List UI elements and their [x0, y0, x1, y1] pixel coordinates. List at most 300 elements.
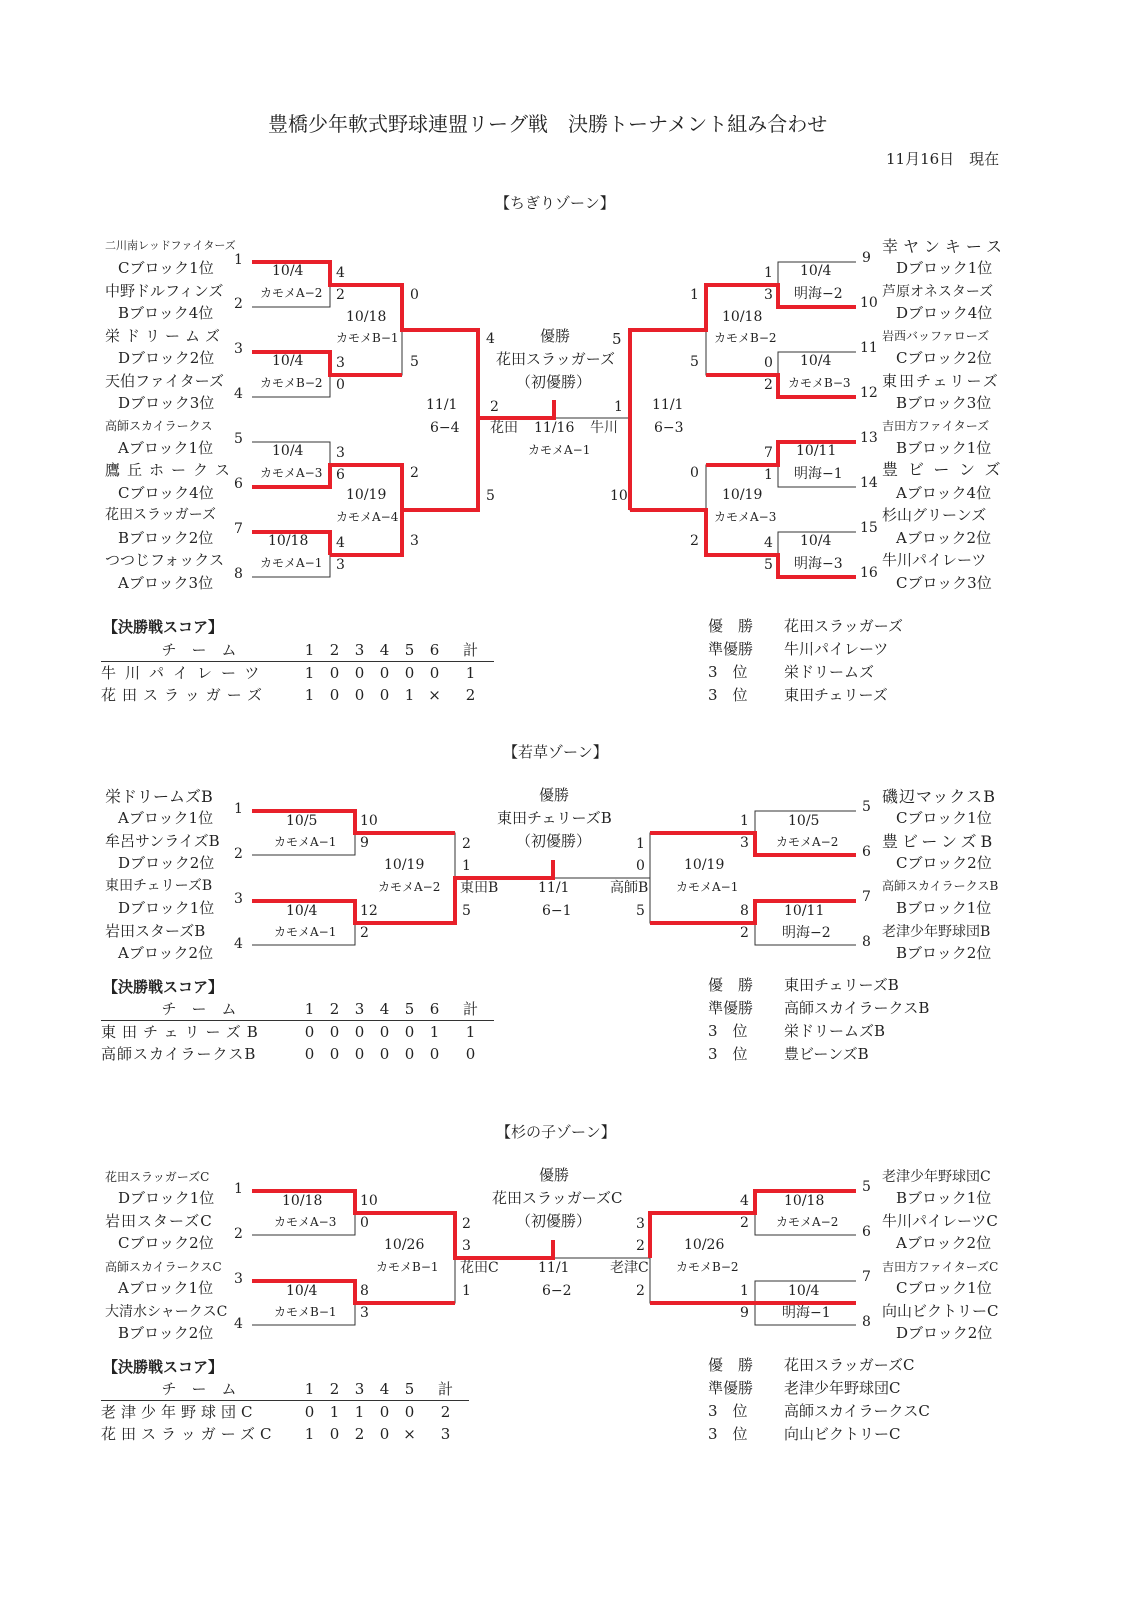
team-name: 東田チェリーズ — [882, 372, 1000, 390]
run-cell: 1 — [354, 1403, 365, 1421]
total-cell: 3 — [440, 1425, 451, 1443]
match-score: 5 — [486, 488, 495, 504]
total-cell: 1 — [465, 1023, 476, 1041]
result-label: 3 位 — [708, 1425, 748, 1443]
seed-number: 11 — [860, 340, 878, 356]
team-rank: Bブロック2位 — [118, 529, 214, 547]
run-cell: 1 — [429, 1023, 440, 1041]
seed-number: 7 — [862, 889, 871, 905]
match-venue: カモメA−1 — [274, 835, 337, 849]
match-score: 2 — [360, 925, 369, 941]
match-score: 1 — [690, 287, 699, 303]
match-score: 0 — [336, 377, 345, 393]
result-team: 栄ドリームズ — [784, 663, 875, 681]
inning-header: 5 — [397, 998, 422, 1021]
run-cell: 0 — [354, 686, 365, 704]
run-cell: 1 — [304, 1425, 315, 1443]
match-score: 1 — [462, 1283, 471, 1299]
team-name: 天伯ファイターズ — [105, 372, 224, 390]
team-rank: Cブロック4位 — [118, 484, 214, 502]
match-venue: カモメB−2 — [714, 331, 777, 345]
result-team: 牛川パイレーツ — [784, 640, 889, 658]
team-name: 老津少年野球団B — [882, 924, 991, 940]
team-rank: Aブロック3位 — [118, 574, 214, 592]
zone-heading: 【若草ゾーン】 — [503, 743, 608, 761]
team-name: 磯辺マックスB — [882, 787, 996, 806]
team-rank: Aブロック1位 — [118, 809, 214, 827]
final-score: 2 — [490, 399, 499, 415]
inning-header: 5 — [397, 639, 422, 662]
team-name: 芦原オネスターズ — [882, 284, 994, 300]
match-score: 10 — [360, 813, 378, 829]
seed-number: 6 — [862, 844, 871, 860]
seed-number: 2 — [234, 296, 243, 312]
seed-number: 8 — [234, 566, 243, 582]
seed-number: 7 — [862, 1269, 871, 1285]
seed-number: 3 — [234, 891, 243, 907]
match-date: 10/18 — [346, 309, 387, 325]
team-rank: Dブロック1位 — [118, 899, 215, 917]
run-cell: 0 — [379, 1045, 390, 1063]
table-row — [101, 1401, 469, 1424]
match-venue: カモメB−1 — [274, 1305, 337, 1319]
inning-header: 4 — [372, 1378, 397, 1401]
final-note: （初優勝） — [516, 373, 592, 391]
match-date: 10/4 — [800, 263, 832, 279]
final-note: （初優勝） — [516, 1212, 592, 1230]
team-name: 吉田方ファイターズC — [882, 1260, 999, 1274]
team-name: 高師スカイラークス — [105, 419, 213, 433]
match-score: 2 — [410, 465, 419, 481]
match-date: 10/18 — [282, 1193, 323, 1209]
run-cell: 0 — [304, 1403, 315, 1421]
final-score: 1 — [614, 399, 623, 415]
table-header-row — [101, 1378, 469, 1401]
run-cell: 0 — [354, 664, 365, 682]
team-rank: Aブロック2位 — [896, 529, 992, 547]
seed-number: 15 — [860, 520, 878, 536]
match-date: 10/26 — [684, 1237, 725, 1253]
match-date: 10/11 — [796, 443, 837, 459]
final-winner: 花田スラッガーズC — [492, 1189, 623, 1207]
match-score: 9 — [740, 1305, 749, 1321]
result-label: 3 位 — [708, 1402, 748, 1420]
result-label: 優 勝 — [708, 617, 754, 635]
run-cell: 0 — [379, 1403, 390, 1421]
match-date: 10/4 — [800, 533, 832, 549]
result-label: 準優勝 — [708, 999, 754, 1017]
score-heading: 【決勝戦スコア】 — [103, 618, 224, 636]
final-label: 優勝 — [539, 1166, 570, 1184]
run-cell: 0 — [354, 1045, 365, 1063]
match-date: 10/26 — [384, 1237, 425, 1253]
match-date: 10/18 — [784, 1193, 825, 1209]
final-score: 2 — [636, 1238, 645, 1254]
final-date: 11/16 — [534, 420, 575, 436]
as-of-date: 11月16日 現在 — [886, 150, 1000, 168]
team-rank: Dブロック1位 — [118, 1189, 215, 1207]
result-label: 3 位 — [708, 663, 748, 681]
inning-header: 4 — [372, 998, 397, 1021]
match-venue: カモメB−2 — [260, 376, 323, 390]
match-score: 2 — [636, 1283, 645, 1299]
result-row — [708, 1377, 930, 1400]
result-team: 花田スラッガーズC — [784, 1356, 915, 1374]
match-score: 7 — [764, 445, 773, 461]
total-header: 計 — [447, 639, 494, 662]
result-team: 東田チェリーズ — [784, 686, 888, 704]
total-cell: 0 — [465, 1045, 476, 1063]
seed-number: 3 — [234, 1271, 243, 1287]
total-header: 計 — [447, 998, 494, 1021]
result-team: 高師スカイラークスC — [784, 1402, 930, 1420]
match-score: 0 — [360, 1215, 369, 1231]
result-team: 東田チェリーズB — [784, 976, 899, 994]
seed-number: 5 — [862, 1179, 871, 1195]
final-team-right: 老津C — [610, 1260, 649, 1276]
match-venue: カモメA−3 — [714, 510, 777, 524]
match-date: 10/4 — [788, 1283, 820, 1299]
final-score: 0 — [636, 858, 645, 874]
team-name: 栄ドリームズB — [105, 787, 213, 806]
run-cell: 1 — [304, 686, 315, 704]
run-cell: 0 — [404, 1045, 415, 1063]
match-score: 1 — [740, 1283, 749, 1299]
inning-header: 2 — [322, 639, 347, 662]
run-cell: 1 — [329, 1403, 340, 1421]
team-column-header: チ ー ム — [101, 639, 297, 662]
match-date: 11/1 — [426, 397, 458, 413]
team-rank: Bブロック1位 — [896, 1189, 992, 1207]
team-rank: Dブロック1位 — [896, 259, 993, 277]
team-rank: Aブロック2位 — [896, 1234, 992, 1252]
team-rank: Dブロック2位 — [118, 854, 215, 872]
team-name: 向山ビクトリーC — [882, 1302, 999, 1320]
match-date: 10/19 — [346, 487, 387, 503]
match-date: 10/18 — [722, 309, 763, 325]
seed-number: 2 — [234, 846, 243, 862]
inning-header: 3 — [347, 998, 372, 1021]
result-label: 3 位 — [708, 1045, 748, 1063]
run-cell: 0 — [329, 686, 340, 704]
match-score: 3 — [360, 1305, 369, 1321]
match-date: 10/18 — [268, 533, 309, 549]
run-cell: 0 — [429, 1045, 440, 1063]
seed-number: 14 — [860, 475, 878, 491]
result-team: 高師スカイラークスB — [784, 999, 930, 1017]
match-venue: カモメA−1 — [260, 556, 323, 570]
match-score: 2 — [764, 377, 773, 393]
match-date: 10/19 — [684, 857, 725, 873]
final-venue: 6−2 — [542, 1283, 572, 1299]
run-cell: 0 — [429, 664, 440, 682]
seed-number: 1 — [234, 252, 243, 268]
match-score: 1 — [764, 467, 773, 483]
match-venue: 明海−1 — [782, 1305, 831, 1321]
seed-number: 12 — [860, 385, 878, 401]
match-date: 10/11 — [784, 903, 825, 919]
run-cell: 0 — [379, 664, 390, 682]
total-cell: 1 — [465, 664, 476, 682]
total-cell: 2 — [465, 686, 476, 704]
run-cell: × — [403, 1425, 416, 1443]
team-cell: 東田チェリーズB — [101, 1023, 264, 1041]
match-score: 0 — [690, 465, 699, 481]
final-team-right: 牛川 — [590, 420, 618, 436]
match-score: 5 — [410, 354, 419, 370]
result-team: 向山ビクトリーC — [784, 1425, 901, 1443]
team-rank: Aブロック4位 — [896, 484, 992, 502]
team-name: 豊ビーンズB — [882, 832, 997, 851]
score-heading: 【決勝戦スコア】 — [103, 1358, 224, 1376]
match-score: 1 — [636, 836, 645, 852]
seed-number: 7 — [234, 521, 243, 537]
match-score: 5 — [462, 903, 471, 919]
team-rank: Dブロック3位 — [118, 394, 215, 412]
team-name: 東田チェリーズB — [105, 878, 213, 894]
seed-number: 9 — [862, 250, 871, 266]
run-cell: 0 — [304, 1023, 315, 1041]
final-score: 1 — [462, 858, 471, 874]
match-score: 6−3 — [654, 420, 684, 436]
team-cell: 牛川パイレーツ — [101, 664, 269, 682]
team-rank: Bブロック3位 — [896, 394, 992, 412]
match-venue: カモメA−2 — [260, 286, 323, 300]
match-score: 5 — [636, 903, 645, 919]
match-venue: カモメA−3 — [274, 1215, 337, 1229]
table-row — [101, 1423, 469, 1445]
match-score: 0 — [410, 287, 419, 303]
team-cell: 花田スラッガーズ — [101, 686, 268, 704]
team-name: 高師スカイラークスC — [105, 1260, 222, 1274]
run-cell: 0 — [404, 1403, 415, 1421]
match-date: 10/5 — [788, 813, 820, 829]
result-label: 優 勝 — [708, 976, 754, 994]
match-venue: カモメA−2 — [378, 880, 441, 894]
seed-number: 8 — [862, 934, 871, 950]
match-venue: 明海−2 — [794, 286, 843, 302]
match-score: 2 — [462, 836, 471, 852]
total-header: 計 — [422, 1378, 469, 1401]
team-rank: Dブロック2位 — [118, 349, 215, 367]
team-name: 大清水シャークスC — [105, 1304, 228, 1320]
match-venue: カモメA−1 — [676, 880, 739, 894]
team-column-header: チ ー ム — [101, 998, 297, 1021]
final-score-table — [101, 1378, 469, 1445]
inning-header: 1 — [297, 998, 322, 1021]
match-venue: カモメA−4 — [336, 510, 399, 524]
score-heading: 【決勝戦スコア】 — [103, 978, 224, 996]
match-date: 10/19 — [722, 487, 763, 503]
result-team: 豊ビーンズB — [784, 1045, 869, 1063]
team-name: 花田スラッガーズ — [105, 507, 217, 523]
team-rank: Bブロック2位 — [118, 1324, 214, 1342]
match-date: 10/4 — [272, 263, 304, 279]
match-score: 9 — [360, 835, 369, 851]
inning-header: 3 — [347, 1378, 372, 1401]
run-cell: 0 — [379, 686, 390, 704]
final-venue: カモメA−1 — [528, 443, 591, 457]
team-rank: Cブロック1位 — [118, 259, 214, 277]
seed-number: 3 — [234, 341, 243, 357]
team-rank: Dブロック4位 — [896, 304, 993, 322]
result-row — [708, 1400, 930, 1423]
final-venue: 6−1 — [542, 903, 572, 919]
team-name: 豊ビーンズ — [882, 460, 1011, 479]
zone-heading: 【杉の子ゾーン】 — [496, 1123, 616, 1141]
run-cell: 0 — [354, 1023, 365, 1041]
seed-number: 1 — [234, 801, 243, 817]
match-score: 5 — [764, 557, 773, 573]
run-cell: 0 — [329, 664, 340, 682]
match-score: 3 — [740, 835, 749, 851]
match-date: 10/5 — [286, 813, 318, 829]
match-venue: 明海−2 — [782, 925, 831, 941]
total-cell: 2 — [440, 1403, 451, 1421]
team-name: 牟呂サンライズB — [105, 832, 220, 850]
match-score: 4 — [336, 265, 345, 281]
team-name: 岩西バッファローズ — [882, 329, 990, 343]
seed-number: 2 — [234, 1226, 243, 1242]
match-venue: 明海−3 — [794, 556, 843, 572]
match-venue: カモメB−2 — [676, 1260, 739, 1274]
inning-header: 2 — [322, 998, 347, 1021]
match-score: 2 — [336, 287, 345, 303]
seed-number: 10 — [860, 295, 878, 311]
match-score: 3 — [336, 445, 345, 461]
inning-header: 6 — [422, 639, 447, 662]
team-rank: Aブロック2位 — [118, 944, 214, 962]
team-name: 花田スラッガーズC — [105, 1170, 210, 1184]
match-score: 3 — [410, 533, 419, 549]
team-rank: Cブロック2位 — [118, 1234, 214, 1252]
zone-heading: 【ちぎりゾーン】 — [495, 194, 615, 212]
match-score: 2 — [740, 1215, 749, 1231]
result-row — [708, 1423, 930, 1446]
run-cell: 2 — [354, 1425, 365, 1443]
match-venue: カモメA−3 — [260, 466, 323, 480]
team-name: 栄ドリームズ — [105, 327, 226, 345]
final-team-left: 東田B — [460, 880, 499, 896]
team-rank: Cブロック1位 — [896, 809, 992, 827]
match-venue: カモメA−2 — [776, 1215, 839, 1229]
match-score: 2 — [690, 533, 699, 549]
team-cell: 老津少年野球団C — [101, 1403, 258, 1421]
match-score: 10 — [360, 1193, 378, 1209]
team-name: 杉山グリーンズ — [882, 506, 987, 524]
result-team: 老津少年野球団C — [784, 1379, 901, 1397]
match-score: 5 — [612, 330, 622, 348]
run-cell: 1 — [304, 664, 315, 682]
match-score: 3 — [336, 355, 345, 371]
team-rank: Bブロック1位 — [896, 439, 992, 457]
run-cell: 0 — [404, 1023, 415, 1041]
team-rank: Cブロック1位 — [896, 1279, 992, 1297]
final-label: 優勝 — [539, 786, 570, 804]
match-score: 5 — [690, 354, 699, 370]
results-list — [708, 1354, 930, 1446]
match-date: 11/1 — [652, 397, 684, 413]
match-venue: カモメA−1 — [274, 925, 337, 939]
match-date: 10/4 — [800, 353, 832, 369]
inning-header: 1 — [297, 639, 322, 662]
final-winner: 花田スラッガーズ — [496, 350, 615, 368]
team-name: 幸ヤンキース — [882, 237, 1008, 256]
run-cell: 0 — [329, 1425, 340, 1443]
run-cell: 1 — [404, 686, 415, 704]
run-cell: 0 — [304, 1045, 315, 1063]
match-date: 10/4 — [286, 1283, 318, 1299]
result-row — [708, 1354, 930, 1377]
seed-number: 1 — [234, 1181, 243, 1197]
run-cell: 0 — [329, 1023, 340, 1041]
match-venue: カモメB−1 — [336, 331, 399, 345]
team-rank: Aブロック1位 — [118, 1279, 214, 1297]
seed-number: 4 — [234, 1316, 243, 1332]
match-score: 4 — [486, 331, 495, 347]
inning-header: 2 — [322, 1378, 347, 1401]
team-rank: Aブロック1位 — [118, 439, 214, 457]
match-date: 10/19 — [384, 857, 425, 873]
final-score: 3 — [462, 1238, 471, 1254]
result-label: 優 勝 — [708, 1356, 754, 1374]
team-cell: 花田スラッガーズC — [101, 1425, 277, 1443]
final-label: 優勝 — [540, 327, 571, 345]
team-rank: Bブロック1位 — [896, 899, 992, 917]
team-rank: Cブロック3位 — [896, 574, 992, 592]
team-name: 鷹丘ホークス — [105, 461, 237, 479]
run-cell: 0 — [379, 1023, 390, 1041]
result-label: 3 位 — [708, 1022, 748, 1040]
team-name: 吉田方ファイターズ — [882, 419, 990, 433]
final-team-left: 花田C — [460, 1260, 499, 1276]
inning-header: 5 — [397, 1378, 422, 1401]
result-label: 準優勝 — [708, 640, 754, 658]
team-name: つつじフォックス — [105, 551, 225, 569]
result-team: 栄ドリームズB — [784, 1022, 886, 1040]
team-cell: 高師スカイラークスB — [101, 1045, 257, 1063]
team-name: 牛川パイレーツC — [882, 1212, 998, 1230]
final-date: 11/1 — [538, 1260, 570, 1276]
match-score: 3 — [636, 1216, 645, 1232]
team-name: 二川南レッドファイターズ — [105, 239, 236, 252]
match-date: 10/4 — [286, 903, 318, 919]
run-cell: × — [428, 686, 441, 704]
match-score: 4 — [740, 1193, 749, 1209]
final-team-left: 花田 — [490, 420, 518, 436]
team-name: 岩田スターズB — [105, 922, 206, 940]
seed-number: 6 — [862, 1224, 871, 1240]
seed-number: 4 — [234, 386, 243, 402]
match-score: 1 — [764, 265, 773, 281]
team-name: 牛川パイレーツ — [882, 551, 987, 569]
match-score: 4 — [764, 535, 773, 551]
match-score: 1 — [740, 813, 749, 829]
team-name: 老津少年野球団C — [882, 1169, 991, 1185]
team-rank: Cブロック2位 — [896, 854, 992, 872]
result-label: 準優勝 — [708, 1379, 754, 1397]
inning-header: 4 — [372, 639, 397, 662]
match-venue: カモメB−3 — [788, 376, 851, 390]
team-name: 高師スカイラークスB — [882, 879, 999, 893]
run-cell: 0 — [379, 1425, 390, 1443]
match-score: 12 — [360, 903, 378, 919]
team-name: 中野ドルフィンズ — [105, 282, 224, 300]
match-score: 4 — [336, 535, 345, 551]
seed-number: 5 — [862, 799, 871, 815]
match-score: 8 — [740, 903, 749, 919]
team-rank: Dブロック2位 — [896, 1324, 993, 1342]
